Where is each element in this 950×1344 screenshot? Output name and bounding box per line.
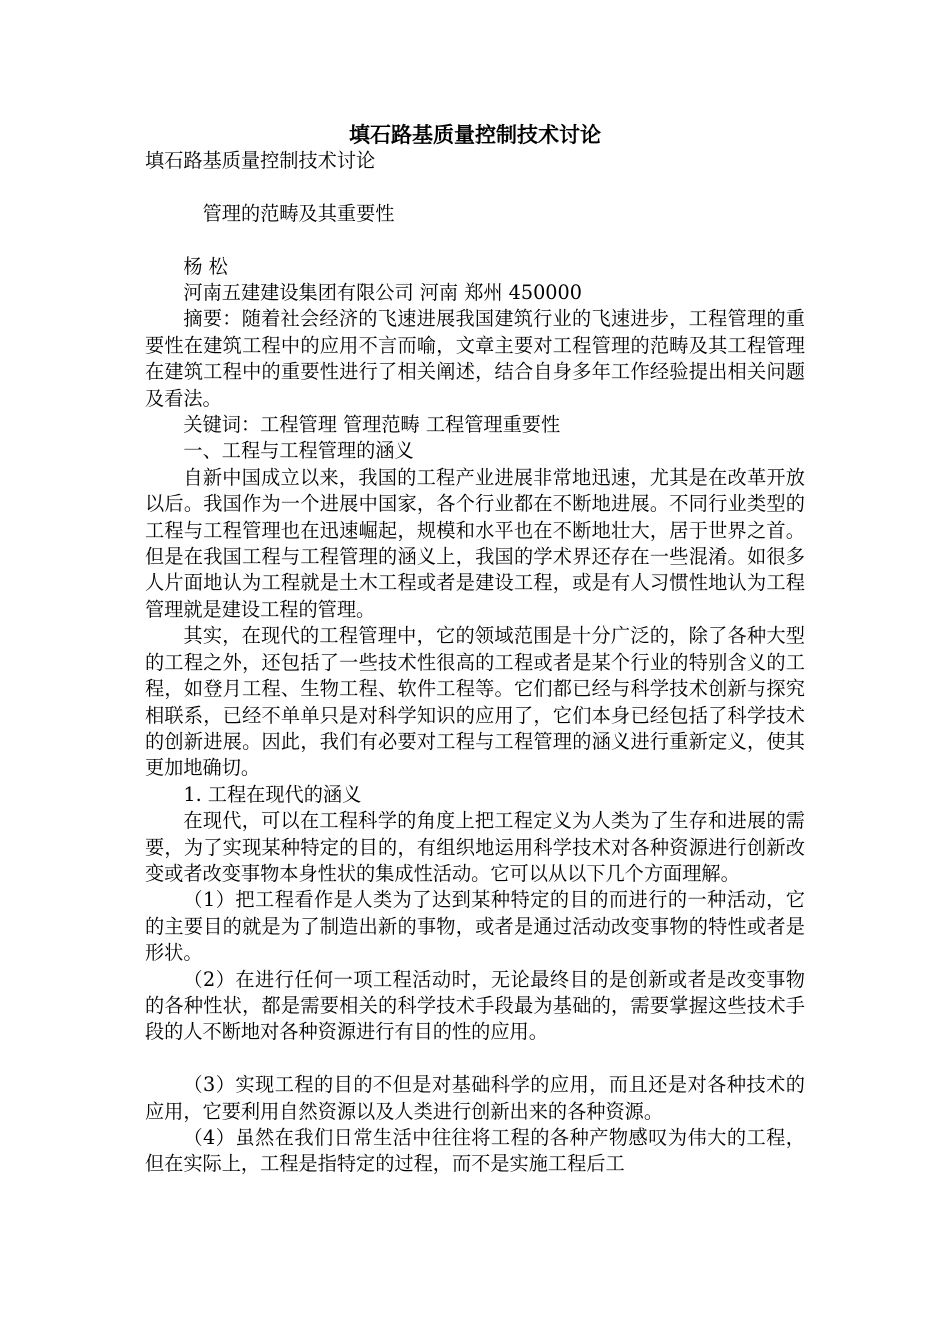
spacer [145, 227, 805, 253]
spacer [145, 174, 805, 200]
body-paragraph-1: 自新中国成立以来，我国的工程产业进展非常地迅速，尤其是在改革开放以后。我国作为一个进展中国家，各个行业都在不断地进展。不同行业类型的工程与工程管理也在迅速崛起，规模和水平也在不断地壮大，居于世界之首。但是在我国工程与工程管理的涵义上，我国的学术界还存在一些混淆。如很多人片面地认为工程就是土木工程或者是建设工程，或是有人习惯性地认为工程管理就是建设工程的管理。 [145, 465, 805, 621]
body-paragraph-2: 其实，在现代的工程管理中，它的领域范围是十分广泛的，除了各种大型的工程之外，还包括了一些技术性很高的工程或者是某个行业的特别含义的工程，如登月工程、生物工程、软件工程等。它们都已经与科学技术创新与探究相联系，已经不单单只是对科学知识的应用了，它们本身已经包括了科学技术的创新进展。因此，我们有必要对工程与工程管理的涵义进行重新定义，使其更加地确切。 [145, 624, 805, 780]
document-body [145, 148, 805, 1178]
list-item-2: （2）在进行任何一项工程活动时，无论最终目的是创新或者是改变事物的各种性状，都是需要相关的科学技术手段最为基础的，需要掌握这些技术手段的人不断地对各种资源进行有目的性的应用。 [145, 967, 805, 1044]
author-affiliation: 河南五建建设集团有限公司 河南 郑州 450000 [183, 281, 582, 304]
document-subtitle: 填石路基质量控制技术讨论 [145, 149, 376, 172]
abstract-paragraph: 摘要：随着社会经济的飞速进展我国建筑行业的飞速进步，工程管理的重要性在建筑工程中的应用不言而喻，文章主要对工程管理的范畴及其工程管理在建筑工程中的重要性进行了相关阐述，结合自身多年工作经验提出相关问题及看法。 [145, 307, 805, 410]
subsection1-title: 1. 工程在现代的涵义 [183, 782, 362, 806]
document-title: 填石路基质量控制技术讨论 [349, 123, 601, 147]
keywords-line: 关键词：工程管理 管理范畴 工程管理重要性 [183, 413, 561, 437]
spacer [145, 1046, 805, 1072]
list-item-1: （1）把工程看作是人类为了达到某种特定的目的而进行的一种活动，它的主要目的就是为了制造出新的事物，或者是通过活动改变事物的特性或者是形状。 [145, 888, 805, 965]
body-paragraph-3: 在现代，可以在工程科学的角度上把工程定义为人类为了生存和进展的需要，为了实现某种特定的目的，有组织地运用科学技术对各种资源进行创新改变或者改变事物本身性状的集成性活动。它可以从以下几个方面理解。 [145, 809, 805, 885]
author-name: 杨 松 [183, 254, 228, 278]
section1-title: 一、工程与工程管理的涵义 [183, 439, 414, 463]
list-item-4: （4）虽然在我们日常生活中往往将工程的各种产物感叹为伟大的工程，但在实际上，工程是指特定的过程，而不是实施工程后工 [145, 1125, 805, 1176]
section-heading: 管理的范畴及其重要性 [202, 201, 395, 225]
list-item-3: （3）实现工程的目的不但是对基础科学的应用，而且还是对各种技术的应用，它要利用自然资源以及人类进行创新出来的各种资源。 [145, 1073, 805, 1123]
